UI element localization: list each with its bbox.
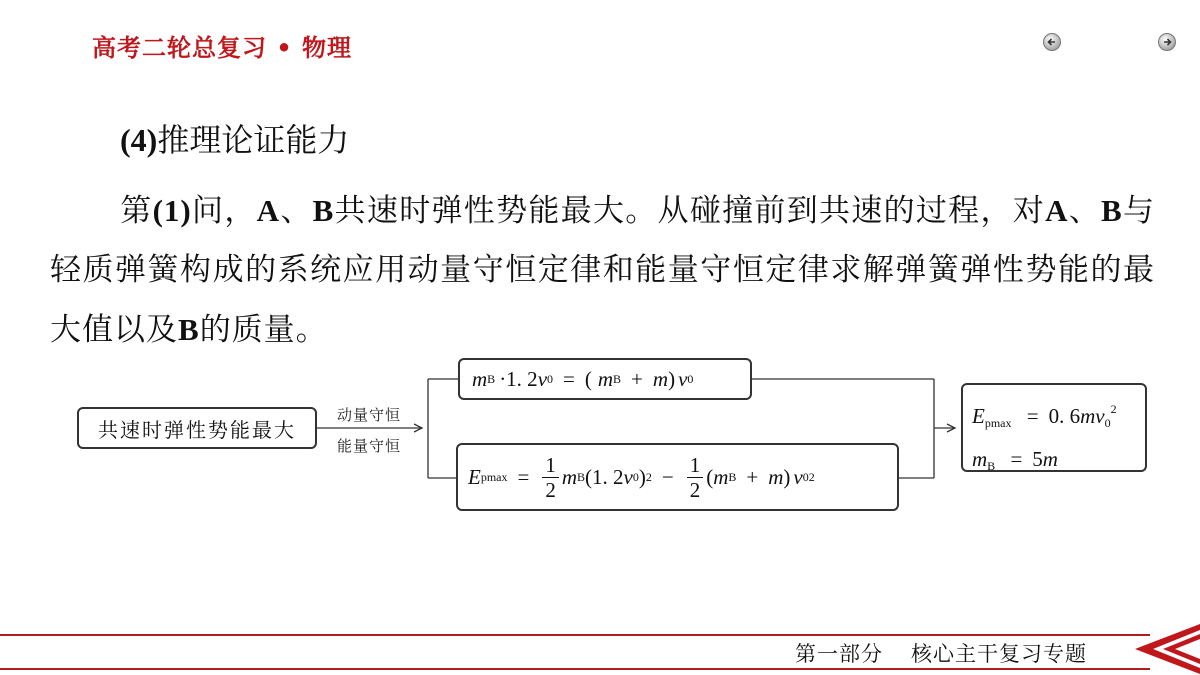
eq-operator: = bbox=[517, 464, 530, 489]
heading-text: 推理论证能力 bbox=[157, 121, 350, 159]
eq-subscript: pmax bbox=[984, 416, 1012, 430]
eq-symbol: m bbox=[652, 366, 669, 391]
eq-subscript: B bbox=[728, 469, 737, 484]
eq-symbol: m bbox=[768, 464, 784, 489]
para-text: 问， bbox=[191, 193, 257, 229]
eq-symbol: E bbox=[972, 404, 985, 428]
eq-number: 0. 6 bbox=[1048, 404, 1081, 428]
eq-symbol: m bbox=[472, 366, 488, 391]
eq-symbol: m bbox=[1042, 447, 1058, 471]
eq-symbol: v bbox=[793, 464, 803, 489]
fraction-half bbox=[542, 453, 559, 502]
footer-topic: 核心主干复习专题 bbox=[911, 642, 1087, 666]
result-box bbox=[961, 383, 1147, 472]
para-text: 与轻质弹簧构成的系统应用动量守恒定律和能量守恒定律求解弹簧弹性势能的最大值以及 bbox=[50, 193, 1156, 348]
eq-superscript: 2 bbox=[645, 469, 652, 484]
eq-symbol: v bbox=[623, 464, 633, 489]
frac-denominator: 2 bbox=[545, 477, 556, 502]
footer-section-label bbox=[795, 638, 1087, 668]
frac-numerator: 1 bbox=[687, 453, 704, 478]
eq-operator: = bbox=[1010, 447, 1023, 471]
eq-symbol: m bbox=[713, 464, 729, 489]
para-text: 共速时弹性势能最大。从碰撞前到共速的过程，对 bbox=[334, 193, 1046, 229]
eq-operator: + bbox=[631, 366, 643, 391]
heading-number: (4) bbox=[120, 122, 158, 158]
start-condition-box: 共速时弹性势能最大 bbox=[77, 407, 317, 449]
eq-subscript: 0 bbox=[547, 371, 554, 386]
momentum-equation-box bbox=[458, 358, 752, 400]
result-energy-line bbox=[972, 391, 1145, 441]
para-text: B bbox=[312, 193, 335, 228]
eq-number: ·1. 2 bbox=[499, 366, 538, 391]
eq-symbol: m bbox=[1080, 404, 1096, 428]
eq-paren: ) bbox=[783, 464, 791, 489]
eq-symbol: m bbox=[597, 366, 614, 391]
energy-equation-box bbox=[456, 443, 899, 511]
eq-subscript: B bbox=[487, 371, 496, 386]
energy-conservation-label: 能量守恒 bbox=[337, 437, 402, 455]
eq-operator: = bbox=[563, 366, 575, 391]
eq-symbol: v bbox=[1095, 404, 1105, 428]
para-text: B bbox=[1101, 193, 1123, 228]
frac-denominator: 2 bbox=[689, 477, 701, 502]
eq-paren: ) bbox=[668, 366, 676, 391]
eq-operator: − bbox=[661, 464, 674, 489]
para-text: A bbox=[256, 193, 281, 228]
eq-paren: ( bbox=[706, 464, 714, 489]
eq-paren: ( bbox=[584, 366, 592, 391]
eq-subscript: 0 bbox=[687, 371, 694, 386]
eq-number: 5 bbox=[1032, 447, 1043, 471]
para-text: 、 bbox=[1068, 193, 1102, 229]
para-text: B bbox=[178, 312, 200, 347]
para-text: 、 bbox=[280, 193, 313, 229]
para-text: (1) bbox=[152, 193, 192, 228]
eq-operator: = bbox=[1026, 404, 1039, 428]
footer-divider-bottom bbox=[0, 668, 1150, 670]
footer-part: 第一部分 bbox=[795, 642, 883, 666]
eq-subscript: pmax bbox=[480, 469, 508, 484]
eq-symbol: v bbox=[678, 366, 688, 391]
eq-subscript: B bbox=[577, 469, 586, 484]
footer-chevron-icon bbox=[1135, 624, 1200, 674]
eq-superscript: 2 bbox=[808, 469, 815, 484]
footer-divider-top bbox=[0, 634, 1150, 636]
eq-symbol: m bbox=[561, 464, 578, 489]
header-title: 高考二轮总复习 • 物理 bbox=[92, 34, 353, 62]
frac-numerator: 1 bbox=[542, 453, 559, 478]
eq-symbol: v bbox=[537, 366, 548, 391]
eq-subscript: 0 bbox=[802, 469, 809, 484]
eq-paren: ) bbox=[638, 464, 646, 489]
para-text: 第 bbox=[120, 193, 153, 229]
eq-symbol: E bbox=[468, 464, 481, 489]
para-text: A bbox=[1045, 193, 1069, 228]
eq-number: (1. 2 bbox=[585, 464, 624, 489]
fraction-half bbox=[687, 453, 704, 502]
result-mass-line bbox=[972, 441, 1145, 484]
momentum-conservation-label: 动量守恒 bbox=[337, 406, 402, 424]
eq-symbol: m bbox=[972, 447, 988, 471]
eq-subscript: B bbox=[987, 459, 996, 473]
eq-operator: + bbox=[746, 464, 759, 489]
eq-superscript: 2 bbox=[1110, 402, 1117, 416]
eq-subscript: 0 bbox=[1104, 416, 1111, 430]
para-text: 的质量。 bbox=[199, 312, 328, 348]
eq-subscript: 0 bbox=[632, 469, 639, 484]
eq-subscript: B bbox=[613, 371, 622, 386]
